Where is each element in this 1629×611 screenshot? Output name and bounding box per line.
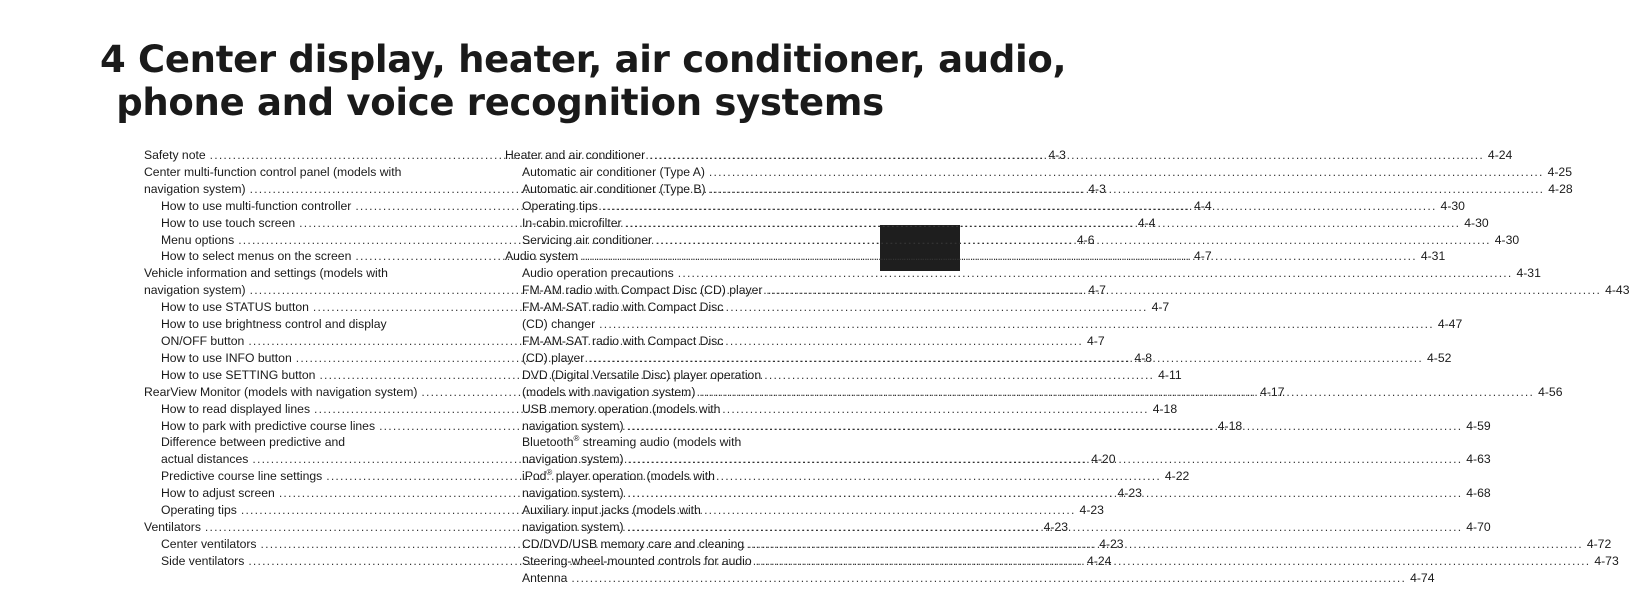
dot-leader <box>628 485 1463 502</box>
toc-entry-title: How to use STATUS button <box>161 300 309 315</box>
toc-entry-title: actual distances <box>161 452 249 467</box>
toc-page-number: 4-4 <box>1194 198 1212 213</box>
toc-page-number: 4-18 <box>1152 401 1178 416</box>
toc-entry[interactable] <box>505 570 1435 587</box>
toc-entry-title: Servicing air conditioner <box>522 232 653 247</box>
toc-page-number: 4-17 <box>1260 384 1285 399</box>
toc-entry-title: Vehicle information and settings (models with <box>144 266 388 281</box>
toc-page-number: 4-23 <box>1043 519 1068 534</box>
toc-page-number: 4-52 <box>1426 350 1452 365</box>
dot-leader <box>709 164 1544 181</box>
dot-leader <box>588 350 1423 367</box>
toc-entry-title: Predictive course line settings <box>161 469 323 484</box>
dot-leader <box>649 147 1484 164</box>
toc-page-number: 4-31 <box>1516 266 1541 281</box>
dot-leader <box>571 570 1406 587</box>
toc-entry-title: FM-AM-SAT radio with Compact Disc <box>522 333 724 348</box>
toc-entry-title: Operating tips <box>522 198 598 213</box>
dot-leader <box>766 282 1601 299</box>
toc-entry-title: Safety note <box>144 148 206 162</box>
toc-page-number: 4-11 <box>1158 367 1182 382</box>
toc-page-number: 4-3 <box>1088 181 1106 196</box>
toc-entry-title: CD/DVD/USB memory care and cleaning <box>522 536 745 551</box>
chapter-title <box>100 38 1067 124</box>
toc-page-number: 4-43 <box>1605 283 1629 298</box>
toc-entry-title: How to use touch screen <box>161 215 296 230</box>
toc-page-number: 4-73 <box>1594 553 1619 568</box>
toc-entry-title: navigation system) <box>522 418 624 433</box>
dot-leader <box>599 316 1434 333</box>
dot-leader <box>656 232 1491 249</box>
chapter-title-line-1: 4 Center display, heater, air conditioner, audio, <box>100 38 1067 81</box>
toc-page-number: 4-25 <box>1547 164 1572 179</box>
toc-entry-title: navigation system) <box>144 181 246 196</box>
toc-entry-title: Antenna <box>522 570 568 585</box>
toc-page-number: 4-8 <box>1134 350 1153 365</box>
toc-page-number: 4-7 <box>1086 333 1105 348</box>
toc-entry[interactable] <box>505 265 1541 282</box>
toc-page-number: 4-6 <box>1076 232 1095 247</box>
toc-entry-title: ON/OFF button <box>161 333 245 348</box>
chapter-title-line-2: phone and voice recognition systems <box>116 81 884 124</box>
toc-entry-title: How to use brightness control and display <box>161 317 387 332</box>
toc-page-number: 4-20 <box>1091 452 1116 467</box>
toc-entry-title: Side ventilators <box>161 553 245 568</box>
dot-leader <box>628 451 1463 468</box>
toc-page-number: 4-23 <box>1079 503 1104 518</box>
toc-page-number: 4-30 <box>1440 198 1465 213</box>
toc-entry-title: DVD (Digital Versatile Disc) player operation <box>522 367 762 382</box>
toc-entry-line <box>522 164 1572 181</box>
toc-page-number: 4-63 <box>1466 452 1491 467</box>
toc-page-number: 4-47 <box>1437 317 1463 332</box>
toc-entry-title: How to read displayed lines <box>161 401 311 416</box>
toc-entry-line <box>522 570 1435 587</box>
toc-entry-title: Menu options <box>161 232 235 247</box>
dot-leader <box>748 536 1583 553</box>
toc-page-number: 4-28 <box>1548 181 1573 196</box>
toc-page-number: 4-30 <box>1494 232 1520 247</box>
toc-entry-title: Automatic air conditioner (Type B) <box>522 181 706 196</box>
toc-page-number: 4-24 <box>1087 553 1112 568</box>
toc-entry[interactable] <box>505 164 1572 181</box>
toc-entry-title: Center ventilators <box>161 536 257 551</box>
toc-page-number: 4-7 <box>1151 300 1170 315</box>
toc-entry-title: navigation system) <box>522 452 624 467</box>
toc-entry[interactable] <box>505 299 1463 333</box>
toc-page-number: 4-7 <box>1088 283 1106 298</box>
toc-entry-title: navigation system) <box>522 519 624 534</box>
toc-entry-title: Heater and air conditioner <box>505 148 646 162</box>
toc-page-number: 4-4 <box>1137 215 1156 230</box>
toc-entry-title: Ventilators <box>144 519 201 534</box>
toc-entry-title: How to use multi-function controller <box>161 198 352 213</box>
toc-entry-title: Center multi-function control panel (models with <box>144 164 402 179</box>
toc-entry-title: In-cabin microfilter <box>522 215 622 230</box>
dot-leader <box>582 248 1417 265</box>
toc-entry-title: Difference between predictive and <box>161 435 346 450</box>
toc-page-number: 4-22 <box>1164 469 1190 484</box>
toc-entry-title: navigation system) <box>522 486 624 501</box>
dot-leader <box>628 418 1463 435</box>
toc-entry-title: iPod® player operation (models with <box>522 468 715 484</box>
toc-entry-title: RearView Monitor (models with navigation system) <box>144 384 418 399</box>
toc-entry-title: Auxiliary input jacks (models with <box>522 503 701 518</box>
toc-entry-title: How to use SETTING button <box>161 367 316 382</box>
dot-leader <box>628 519 1463 536</box>
dot-leader <box>602 198 1437 215</box>
toc-page-number: 4-31 <box>1420 249 1446 264</box>
toc-entry-line <box>522 265 1541 282</box>
toc-page-number: 4-70 <box>1466 519 1491 534</box>
dot-leader <box>756 553 1591 570</box>
toc-entry-title: Audio operation precautions <box>522 266 674 281</box>
toc-page-number: 4-72 <box>1586 536 1612 551</box>
toc-entry-line <box>144 384 1285 401</box>
toc-entry-title: (CD) changer <box>522 317 596 332</box>
toc-page-number: 4-7 <box>1194 249 1212 264</box>
toc-entry[interactable] <box>144 384 1285 401</box>
toc-page-number: 4-59 <box>1466 418 1491 433</box>
toc-entry-title: Bluetooth® streaming audio (models with <box>522 434 742 450</box>
toc-entry-title: navigation system) <box>144 283 246 298</box>
toc-page-number: 4-68 <box>1466 486 1491 501</box>
toc-entry-title: FM-AM-SAT radio with Compact Disc <box>522 300 724 315</box>
toc-page-number: 4-23 <box>1117 486 1142 501</box>
toc-entry-title: How to park with predictive course lines <box>161 418 376 433</box>
toc-page-number: 4-56 <box>1538 384 1563 399</box>
dot-leader <box>710 181 1545 198</box>
toc-entry-title: (models with navigation system) <box>522 384 696 399</box>
toc-page-number: 4-30 <box>1464 215 1489 230</box>
toc-page-number: 4-74 <box>1410 570 1435 585</box>
toc-entry-line <box>522 316 1463 333</box>
toc-entry-title: Operating tips <box>161 503 237 518</box>
toc-entry-title: How to adjust screen <box>161 486 275 501</box>
toc-entry-title: Audio system <box>505 249 579 264</box>
toc-page-number: 4-24 <box>1487 148 1513 162</box>
toc-page-number: 4-23 <box>1099 536 1124 551</box>
dot-leader <box>626 215 1461 232</box>
dot-leader <box>678 265 1513 282</box>
dot-leader <box>699 384 1534 401</box>
toc-entry-title: Automatic air conditioner (Type A) <box>522 164 705 179</box>
toc-entry-title: How to select menus on the screen <box>161 249 352 264</box>
toc-page-number: 4-3 <box>1048 148 1066 162</box>
toc-entry-title: FM-AM radio with Compact Disc (CD) player <box>522 283 763 298</box>
toc-page-number: 4-18 <box>1217 418 1243 433</box>
toc-entry-title: USB memory operation (models with <box>522 401 721 416</box>
toc-entry-title: How to use INFO button <box>161 350 292 365</box>
toc-entry-title: Steering-wheel-mounted controls for audio <box>522 553 752 568</box>
toc-entry-title: (CD) player <box>522 350 585 365</box>
